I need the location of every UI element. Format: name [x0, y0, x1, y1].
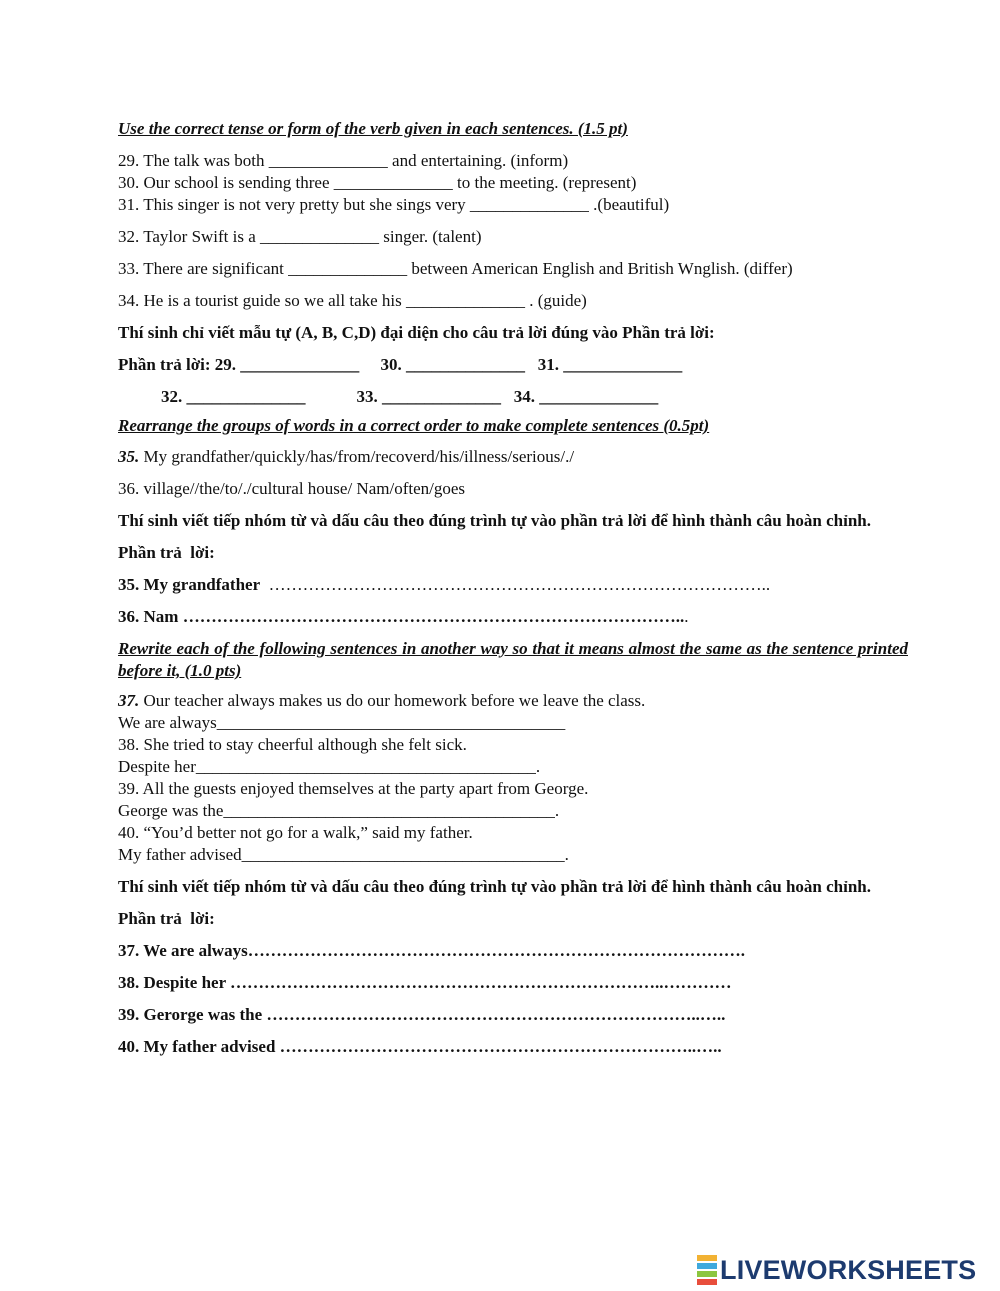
section3-heading: Rewrite each of the following sentences in another way so that it means almost the same as the sentence printed before it, (1.0 pts) — [118, 639, 908, 680]
logo-text: LIVEWORKSHEETS — [720, 1254, 977, 1285]
question-34: 34. He is a tourist guide so we all take his ______________ . (guide) — [118, 291, 587, 310]
worksheet-page — [118, 118, 908, 1058]
question-35 — [118, 446, 908, 468]
answer-36-text: 36. Nam …………………………………………………………………………….. — [118, 607, 685, 626]
question-30: 30. Our school is sending three ______________ to the meeting. (represent) — [118, 173, 637, 192]
answer-36-tail: . — [684, 607, 689, 626]
section1-heading: Use the correct tense or form of the verb given in each sentences. (1.5 pt) — [118, 119, 628, 138]
question-37 — [118, 690, 908, 712]
answer-35-label: 35. My grandfather — [118, 575, 261, 594]
answer-40: 40. My father advised ………………………………………………………………..….. — [118, 1037, 722, 1056]
question-37-number: 37. — [118, 691, 140, 710]
question-36: 36. village//the/to/./cultural house/ Nam/often/goes — [118, 479, 466, 498]
logo-bar-2 — [697, 1263, 717, 1269]
section1-instruction: Thí sinh chỉ viết mẫu tự (A, B, C,D) đại diện cho câu trả lời đúng vào Phần trả lời: — [118, 323, 715, 342]
logo-bar-3 — [697, 1271, 717, 1277]
question-39-start: George was the_______________________________________. — [118, 801, 560, 820]
question-35-number: 35. — [118, 447, 140, 466]
question-35-text: My grandfather/quickly/has/from/recoverd/his/illness/serious/./ — [139, 447, 575, 466]
question-38: 38. She tried to stay cheerful although she felt sick. — [118, 735, 467, 754]
question-39: 39. All the guests enjoyed themselves at the party apart from George. — [118, 779, 589, 798]
answer-37: 37. We are always……………………………………………………………………………. — [118, 941, 745, 960]
section3-answer-label: Phần trả lời: — [118, 909, 215, 928]
section2-instruction: Thí sinh viết tiếp nhóm từ và dấu câu theo đúng trình tự vào phần trả lời để hình thành câu hoàn chỉnh. — [118, 511, 871, 530]
question-37-start: We are always_________________________________________ — [118, 713, 566, 732]
question-37-text: Our teacher always makes us do our homework before we leave the class. — [139, 691, 646, 710]
logo-mark-icon — [697, 1255, 717, 1285]
logo-bar-4 — [697, 1279, 717, 1285]
logo-bar-1 — [697, 1255, 717, 1261]
section2-answer-label: Phần trả lời: — [118, 543, 215, 562]
section1-answer-row-1: Phần trả lời: 29. ______________ 30. ______________ 31. ______________ — [118, 355, 683, 374]
question-31: 31. This singer is not very pretty but she sings very ______________ .(beautiful) — [118, 195, 670, 214]
section1-answer-row-2: 32. ______________ 33. ______________ 34. ______________ — [161, 387, 659, 406]
question-38-start: Despite her________________________________________. — [118, 757, 541, 776]
liveworksheets-logo — [697, 1254, 976, 1286]
answer-39: 39. Gerorge was the …………………………………………………………………..….. — [118, 1005, 726, 1024]
answer-35 — [118, 574, 908, 596]
answer-36 — [118, 606, 908, 628]
question-33: 33. There are significant ______________ between American English and British Wnglish. (differ) — [118, 259, 793, 278]
question-40: 40. “You’d better not go for a walk,” said my father. — [118, 823, 473, 842]
answer-35-dots: …………………………………………………………………………….. — [260, 575, 771, 594]
section3-instruction: Thí sinh viết tiếp nhóm từ và dấu câu theo đúng trình tự vào phần trả lời để hình thành câu hoàn chỉnh. — [118, 877, 871, 896]
section2-heading: Rearrange the groups of words in a correct order to make complete sentences (0.5pt) — [118, 416, 710, 435]
question-32: 32. Taylor Swift is a ______________ singer. (talent) — [118, 227, 482, 246]
answer-38: 38. Despite her …………………………………………………………………..………… — [118, 973, 732, 992]
question-29: 29. The talk was both ______________ and entertaining. (inform) — [118, 151, 569, 170]
question-40-start: My father advised______________________________________. — [118, 845, 569, 864]
